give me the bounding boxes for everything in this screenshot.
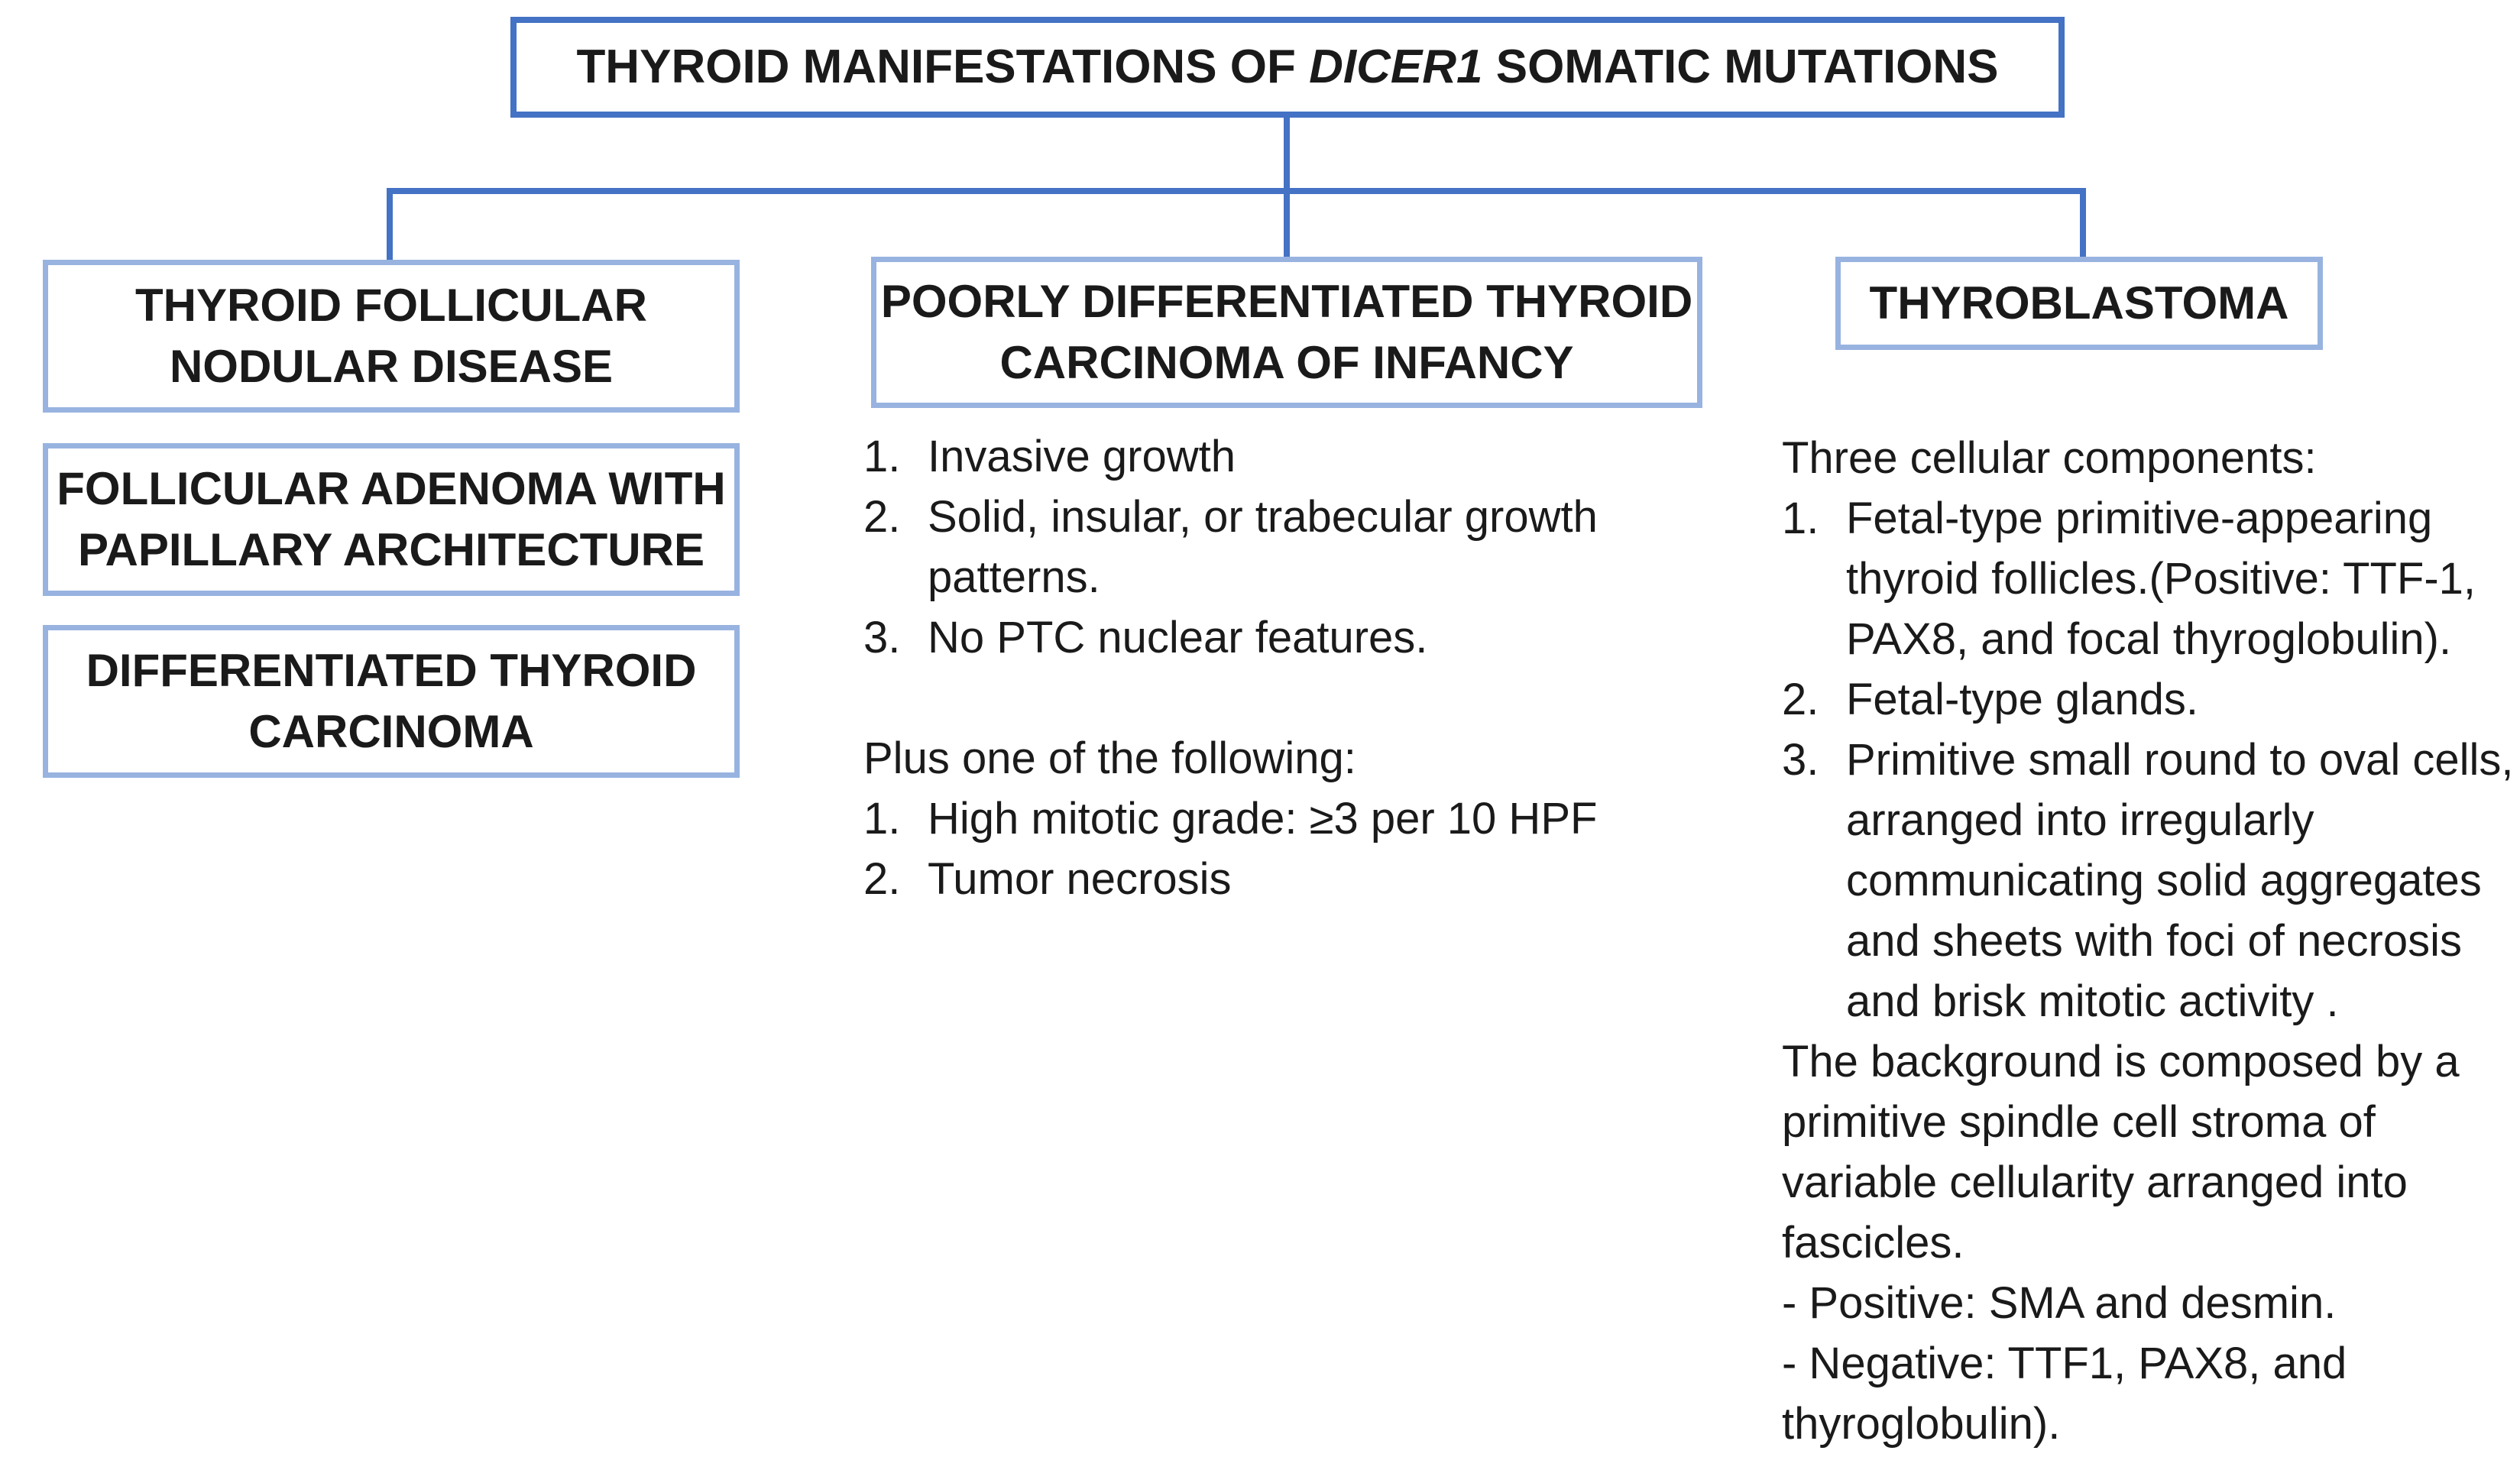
box-label-line: NODULAR DISEASE: [169, 341, 614, 392]
box-follicular-adenoma: [43, 443, 740, 596]
thyroblastoma-description: [1782, 428, 2515, 1454]
components-heading: Three cellular components:: [1782, 433, 2317, 483]
box-thyroblastoma: [1835, 257, 2323, 350]
list-text: Solid, insular, or trabecular growth patterns.: [928, 492, 1598, 602]
pdtc-criteria-text: [863, 426, 1727, 909]
box-label-line: CARCINOMA: [248, 706, 534, 757]
box-differentiated-carcinoma: [43, 625, 740, 778]
list-number: 3.: [863, 613, 901, 662]
list-text: Tumor necrosis: [928, 854, 1232, 904]
box-label-line: THYROID FOLLICULAR: [135, 280, 647, 331]
list-item: [1782, 488, 2515, 669]
box-label-line: CARCINOMA OF INFANCY: [999, 337, 1574, 388]
title-prefix: THYROID MANIFESTATIONS OF: [576, 40, 1310, 93]
box-label-line: POORLY DIFFERENTIATED THYROID: [880, 276, 1693, 327]
list-text: Primitive small round to oval cells, arranged into irregularly communicating solid aggregates and sheets with foci of necrosis and brisk mitotic activity .: [1846, 735, 2514, 1026]
list-number: 1.: [863, 432, 901, 481]
list-text: Fetal-type glands.: [1846, 675, 2199, 724]
list-number: 2.: [863, 492, 901, 542]
list-number: 2.: [863, 854, 901, 904]
box-label-line: FOLLICULAR ADENOMA WITH: [57, 463, 726, 514]
list-number: 3.: [1782, 735, 1819, 785]
box-label-line: PAPILLARY ARCHITECTURE: [77, 524, 704, 575]
list-item: [1782, 669, 2515, 730]
title-suffix: SOMATIC MUTATIONS: [1482, 40, 1999, 93]
title-gene: DICER1: [1309, 40, 1483, 93]
list-item: [863, 788, 1727, 849]
list-text: Fetal-type primitive-appearing thyroid follicles.(Positive: TTF-1, PAX8, and focal thyroglobulin).: [1846, 494, 2476, 664]
list-item: [1782, 730, 2515, 1031]
list-item: [863, 426, 1727, 487]
pdtc-criteria-list: [863, 426, 1727, 668]
background-description: The background is composed by a primitive spindle cell stroma of variable cellularity arranged into fascicles.: [1782, 1037, 2460, 1268]
list-number: 1.: [863, 794, 901, 843]
diagram-title-box: [510, 17, 2065, 118]
diagram-title: [576, 37, 1998, 98]
list-text: No PTC nuclear features.: [928, 613, 1428, 662]
list-item: [863, 849, 1727, 909]
list-number: 2.: [1782, 675, 1819, 724]
box-label: THYROBLASTOMA: [1869, 277, 2289, 329]
positive-markers: - Positive: SMA and desmin.: [1782, 1278, 2337, 1328]
plus-heading: Plus one of the following:: [863, 733, 1356, 783]
box-follicular-nodular-disease: [43, 260, 740, 413]
list-item: [863, 607, 1727, 668]
box-poorly-differentiated-carcinoma: [871, 257, 1702, 408]
list-text: Invasive growth: [928, 432, 1236, 481]
components-list: [1782, 488, 2515, 1031]
negative-markers: - Negative: TTF1, PAX8, and thyroglobulin).: [1782, 1339, 2347, 1449]
pdtc-additional-list: [863, 788, 1727, 909]
list-text: High mitotic grade: ≥3 per 10 HPF: [928, 794, 1598, 843]
list-number: 1.: [1782, 494, 1819, 543]
box-label-line: DIFFERENTIATED THYROID: [86, 645, 697, 696]
list-item: [863, 487, 1727, 607]
